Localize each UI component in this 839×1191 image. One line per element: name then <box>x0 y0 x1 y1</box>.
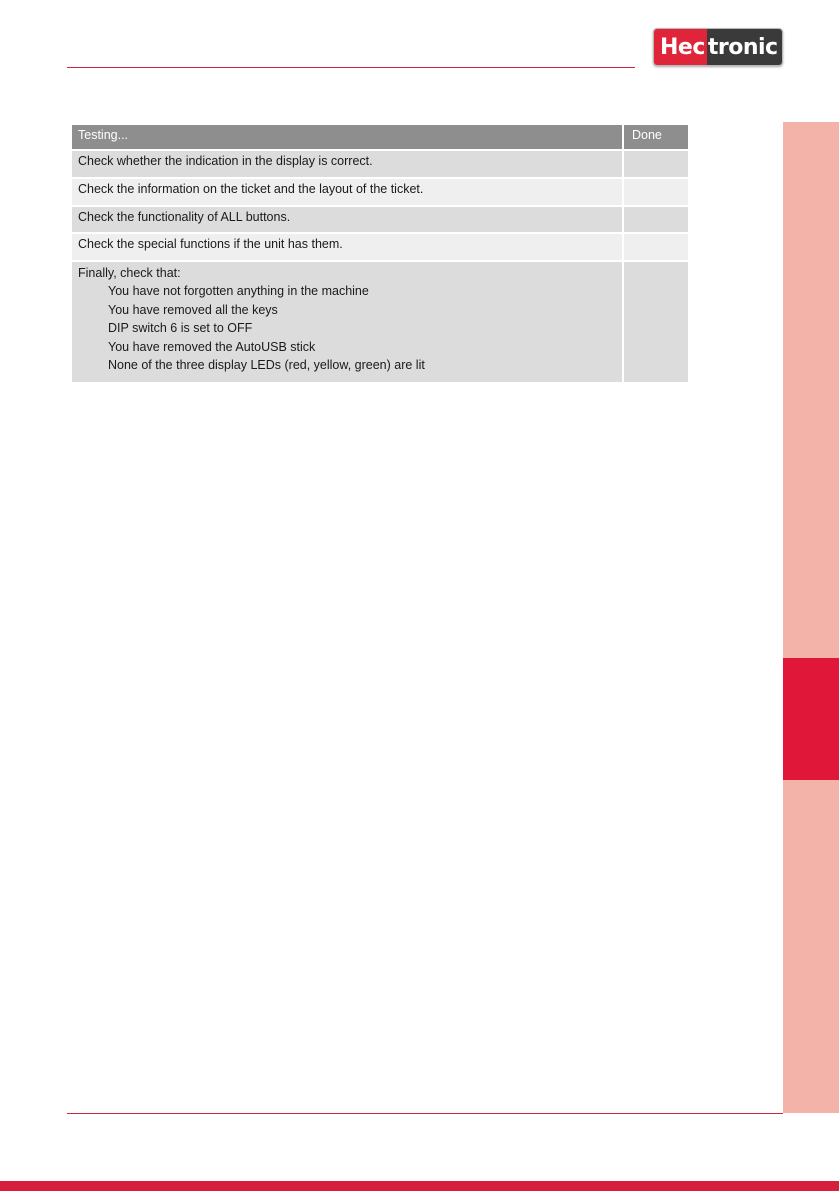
final-check-cell <box>72 261 623 383</box>
done-checkbox-cell[interactable] <box>623 261 688 383</box>
done-checkbox-cell[interactable] <box>623 178 688 206</box>
final-check-item: You have not forgotten anything in the machine <box>108 284 369 298</box>
table-header-row <box>72 125 688 150</box>
final-check-item: None of the three display LEDs (red, yellow, green) are lit <box>108 358 425 373</box>
table-row <box>72 233 688 261</box>
final-check-item: You have removed all the keys <box>108 302 278 317</box>
logo-part-hec: Hec <box>654 29 707 65</box>
hectronic-logo <box>653 28 783 66</box>
final-check-row <box>72 261 688 383</box>
done-checkbox-cell[interactable] <box>623 233 688 261</box>
final-check-item: DIP switch 6 is set to OFF <box>108 321 253 336</box>
header-divider <box>67 67 635 68</box>
task-cell: Check the special functions if the unit has them. <box>72 233 623 261</box>
testing-checklist-table <box>72 125 688 384</box>
column-header-done: Done <box>623 125 688 150</box>
logo-part-tronic: tronic <box>707 29 782 65</box>
done-checkbox-cell[interactable] <box>623 206 688 233</box>
column-header-testing: Testing... <box>72 125 623 150</box>
final-check-list <box>78 282 616 375</box>
final-check-title: Finally, check that: <box>78 266 181 280</box>
task-cell: Check the functionality of ALL buttons. <box>72 206 623 233</box>
table-row <box>72 178 688 206</box>
table-row <box>72 150 688 178</box>
table-row <box>72 206 688 233</box>
task-cell: Check the information on the ticket and the layout of the ticket. <box>72 178 623 206</box>
section-tab-active[interactable] <box>783 658 839 780</box>
done-checkbox-cell[interactable] <box>623 150 688 178</box>
final-check-item: You have removed the AutoUSB stick <box>108 339 316 354</box>
bottom-accent-bar <box>0 1181 839 1191</box>
section-tab-inactive[interactable] <box>783 122 839 658</box>
task-cell: Check whether the indication in the display is correct. <box>72 150 623 178</box>
footer-divider <box>67 1113 783 1114</box>
section-tab-inactive[interactable] <box>783 780 839 1113</box>
